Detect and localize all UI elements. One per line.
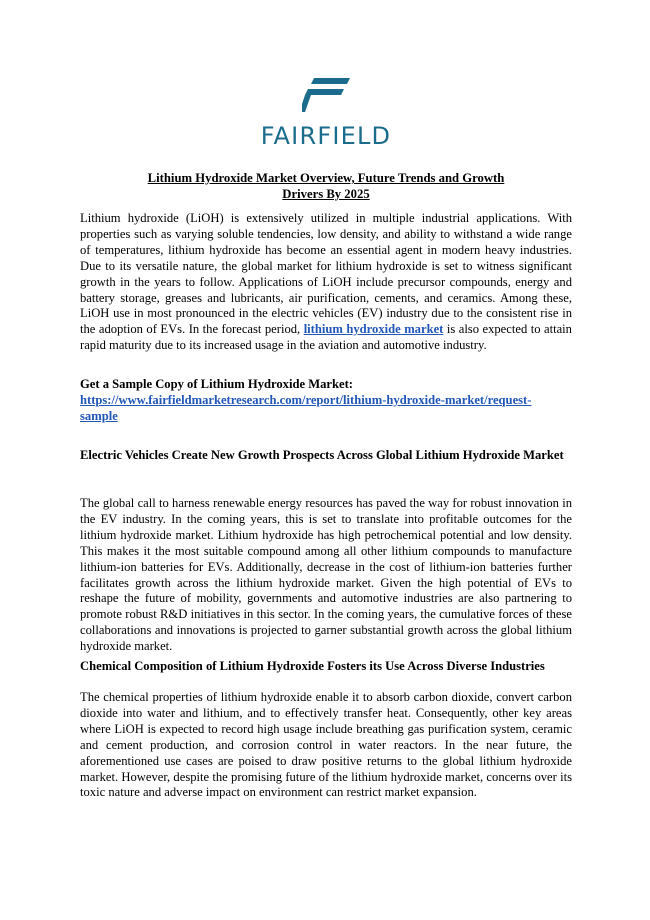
intro-text-after-link: is also expected to attain rapid maturity due to its increased usage in the aviation and automotive industry. bbox=[80, 322, 572, 353]
intro-paragraph bbox=[80, 211, 572, 354]
section-body-ev: The global call to harness renewable energy resources has paved the way for robust innovation in the EV industry. In the coming years, this is set to translate into profitable outcomes for the lithium hydroxide market. Lithium hydroxide has high petrochemical potential and low density. This makes it the most suitable compound among all other lithium compounds to manufacture lithium-ion batteries for EVs. Additionally, decrease in the cost of lithium-ion batteries further facilitates growth across the lithium hydroxide market. Given the high potential of EVs to reshape the future of mobility, governments and automotive industries are also partnering to promote robust R&D initiatives in this sector. In the coming years, the cumulative forces of these collaborations and innovations is projected to garner substantial growth across the global lithium hydroxide market. bbox=[80, 496, 572, 654]
sample-copy-block bbox=[80, 377, 572, 425]
sample-link-line-2: sample bbox=[80, 408, 118, 423]
fairfield-logo bbox=[236, 70, 416, 152]
logo-wordmark: FAIRFIELD bbox=[260, 122, 392, 150]
title-line-1: Lithium Hydroxide Market Overview, Future Trends and Growth bbox=[147, 171, 505, 185]
section-body-chemical: The chemical properties of lithium hydroxide enable it to absorb carbon dioxide, convert carbon dioxide into water and lithium, and to effectively transfer heat. Consequently, other key areas where LiOH is expected to record high usage include breathing gas purification system, ceramic and cement production, and corrosion control in water reactors. In the near future, the aforementioned use cases are poised to draw positive returns to the global lithium hydroxide market. However, despite the promising future of the lithium hydroxide market, concerns over its toxic nature and adverse impact on environment can restrict market expansion. bbox=[80, 690, 572, 800]
page-title bbox=[80, 170, 572, 202]
title-line-2: Drivers By 2025 bbox=[282, 187, 370, 201]
sample-request-link[interactable] bbox=[80, 393, 531, 423]
sample-link-line-1: https://www.fairfieldmarketresearch.com/report/lithium-hydroxide-market/request- bbox=[80, 392, 532, 407]
fairfield-logo-mark-icon bbox=[302, 78, 350, 112]
intro-text-before-link: Lithium hydroxide (LiOH) is extensively utilized in multiple industrial applications. With properties such as varying soluble tendencies, low density, and ability to withstand a wide range of temperatures, lithium hydroxide has become an essential agent in modern heavy industries. Due to its versatile nature, the global market for lithium hydroxide is set to witness significant growth in the years to follow. Applications of LiOH include precursor compounds, energy and battery storage, greases and lubricants, air purification, cements, and ceramics. Among these, LiOH use in most pronounced in the electric vehicles (EV) industry due to the consistent rise in the adoption of EVs. In the forecast period, bbox=[80, 211, 572, 337]
section-heading-chemical: Chemical Composition of Lithium Hydroxide Fosters its Use Across Diverse Industries bbox=[80, 659, 545, 673]
section-heading-ev: Electric Vehicles Create New Growth Prospects Across Global Lithium Hydroxide Market bbox=[80, 448, 564, 462]
sample-copy-label: Get a Sample Copy of Lithium Hydroxide Market: bbox=[80, 377, 353, 391]
lithium-hydroxide-market-link[interactable]: lithium hydroxide market bbox=[303, 322, 444, 337]
